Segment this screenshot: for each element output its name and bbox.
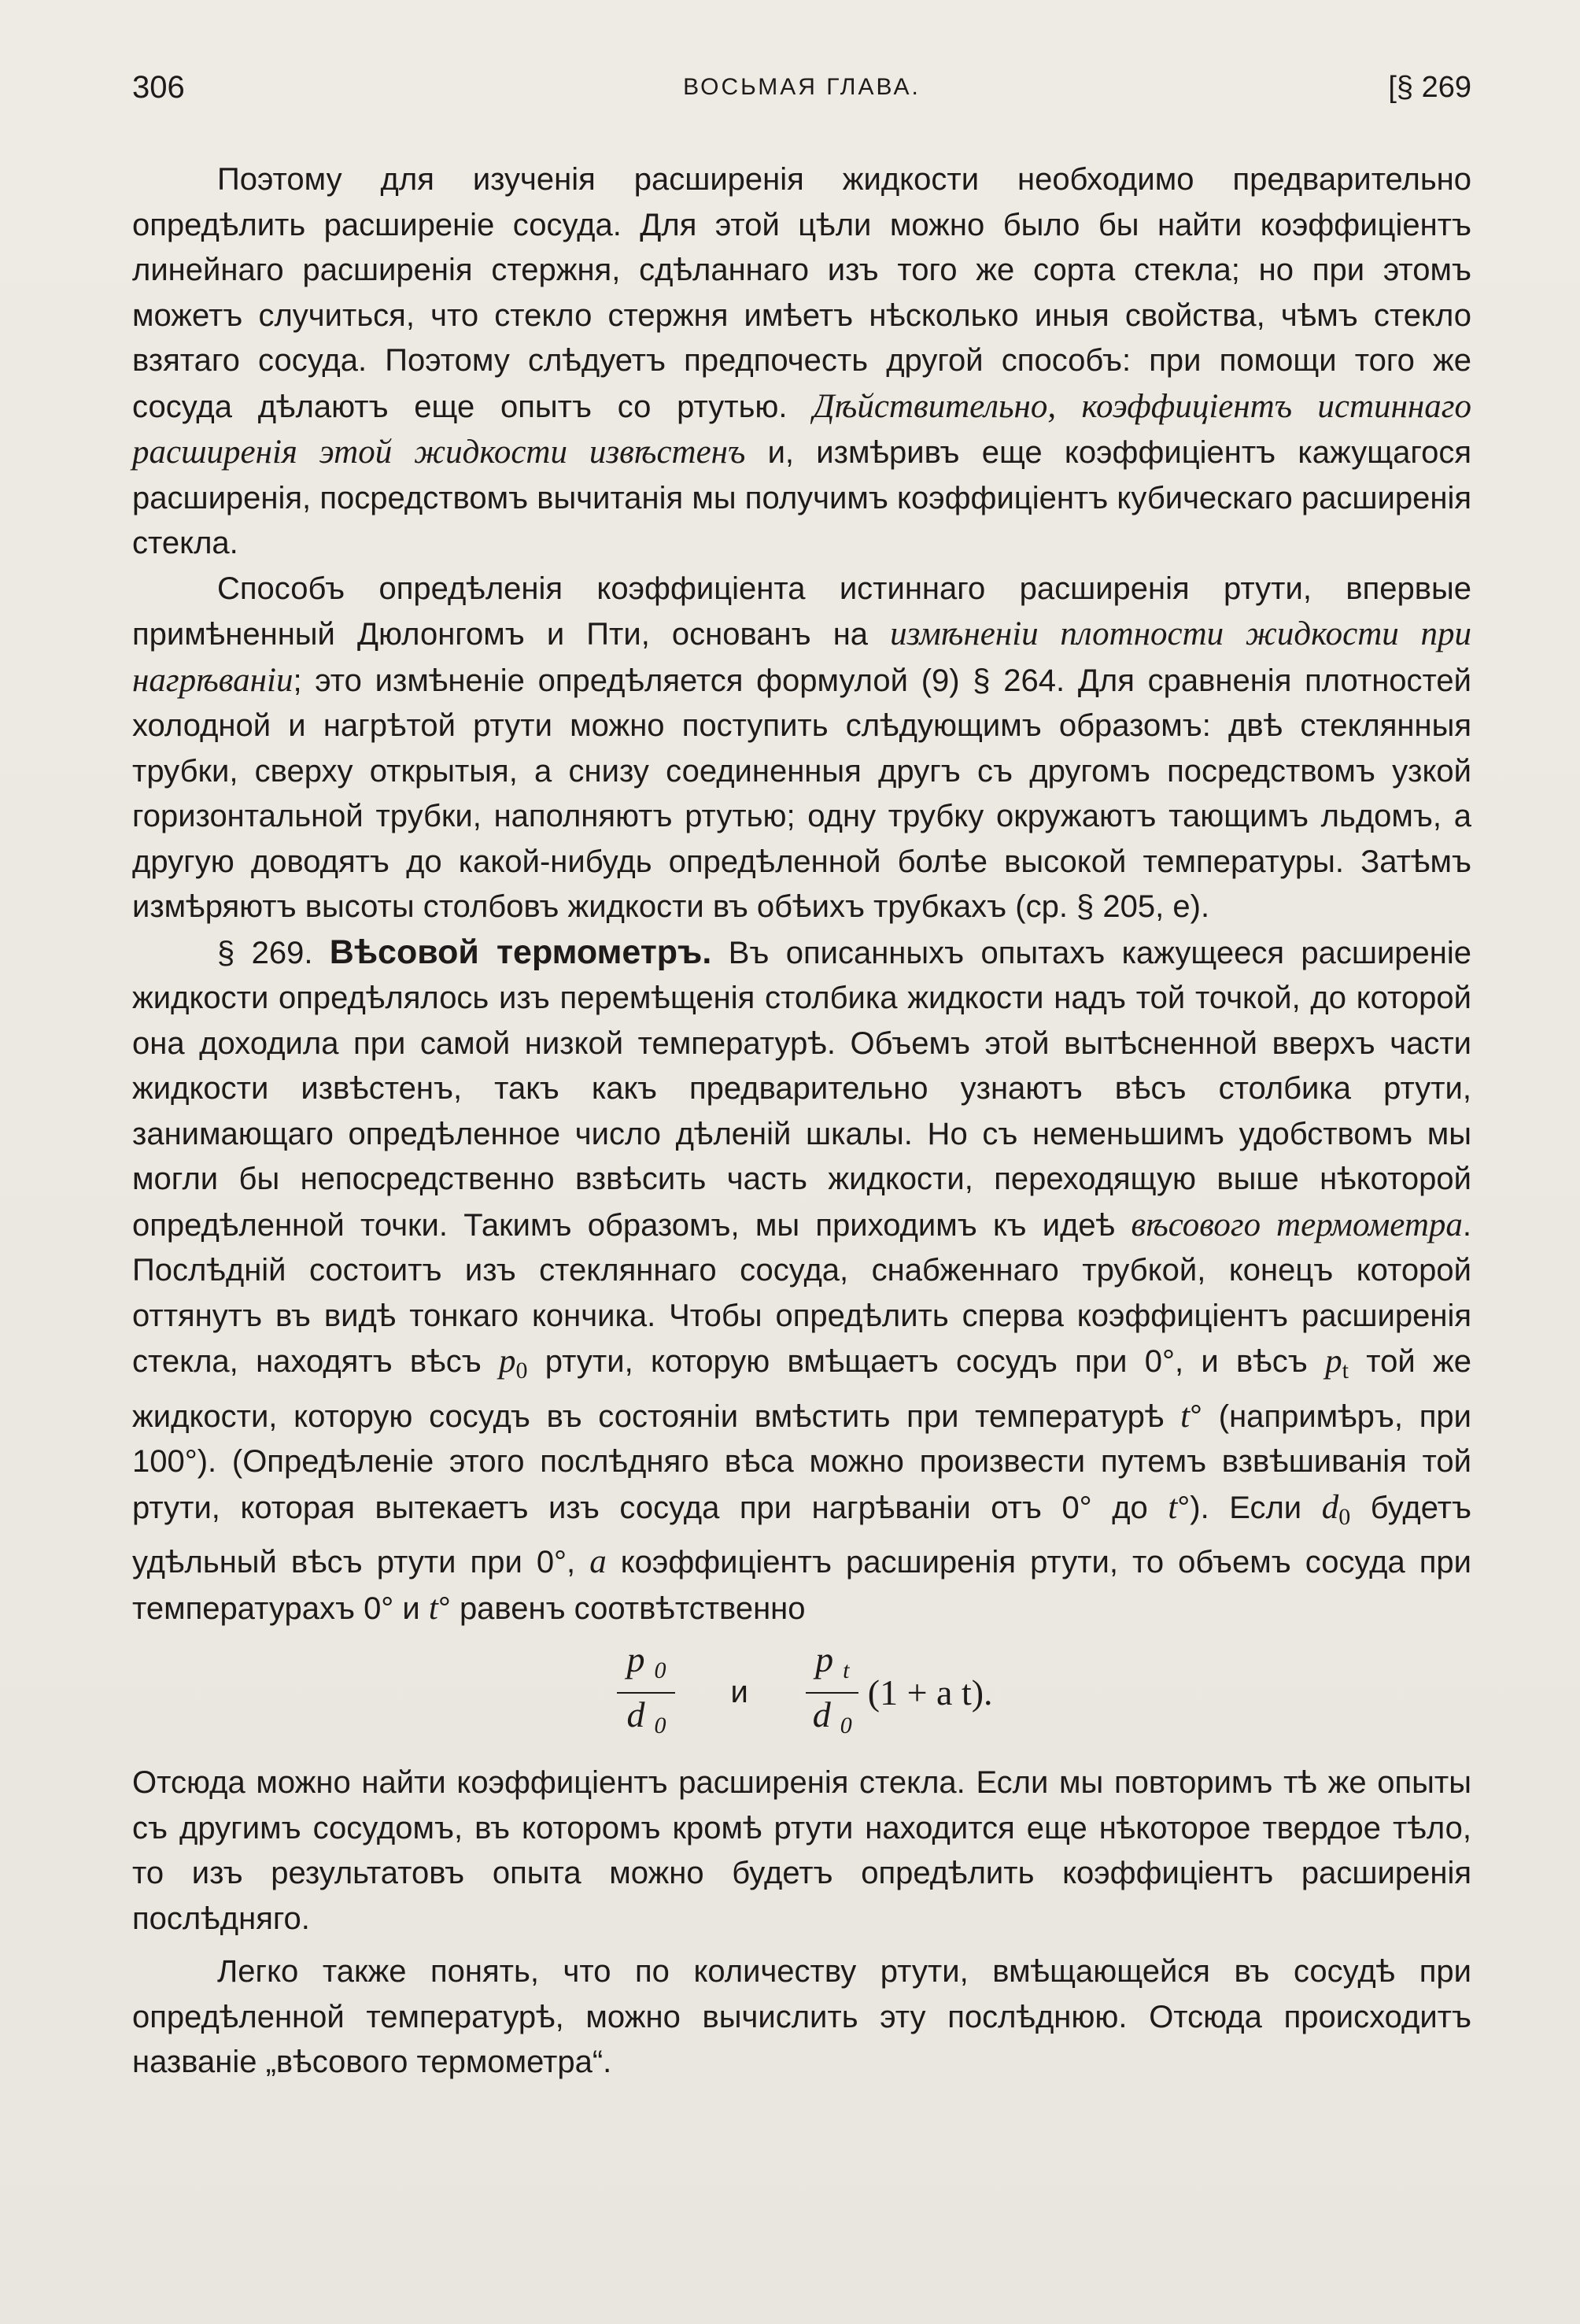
italic-emphasis: p (1325, 1343, 1342, 1380)
fraction-pt-over-d0 (803, 1639, 862, 1747)
text-run: Поэтому для изученія расширенія жидкости необходимо предварительно опредѣлить расширеніе сосуда. Для этой цѣли можно было бы найти коэффиціентъ линейнаго расширенія стержня, сдѣланнаго изъ того же сорта стекла; но при этомъ можетъ случиться, что стекло стержня имѣетъ нѣсколько иныя свойства, чѣмъ стекло взятаго сосуда. Поэтому слѣдуетъ предпочесть другой способъ: при помощи того же сосуда дѣлаютъ еще опытъ со ртутью. (132, 162, 1481, 424)
running-head (132, 68, 1471, 107)
formula (132, 1639, 1471, 1738)
paragraph-final: Легко также понять, что по количеству ртути, вмѣщающейся въ сосудѣ при опредѣленной температурѣ, можно вычислить эту послѣднюю. Отсюда происходитъ названіе „вѣсового термометра“. (132, 1954, 1481, 2079)
text-run: будетъ удѣльный вѣсъ ртути при 0°, (132, 1490, 1481, 1580)
chapter-title: ВОСЬМАЯ ГЛАВА. (683, 74, 921, 100)
text-run: и, измѣривъ еще коэффиціентъ кажущагося расширенія, посредствомъ вычитанія мы получимъ коэффиціентъ кубическаго расширенія стекла. (132, 435, 1481, 560)
text-run: ; это измѣненіе опредѣляется формулой (9) § 264. Для сравненія плотностей холодной и нагрѣтой ртути можно поступить слѣдующимъ образомъ: двѣ стеклянныя трубки, сверху открытыя, а снизу соединенныя другъ съ другомъ посредствомъ узкой горизонтальной трубки, наполняютъ ртутью; одну трубку окружаютъ тающимъ льдомъ, а другую доводятъ до какой-нибудь опредѣленной болѣе высокой температуры. Затѣмъ измѣряютъ высоты столбовъ жидкости въ обѣихъ трубкахъ (ср. § 205, е). (132, 663, 1481, 924)
italic-emphasis: Дѣйствительно, коэффиціентъ истиннаго расширенія этой жидкости извѣстенъ (132, 387, 1480, 471)
paragraph-1 (132, 157, 1481, 567)
fraction-p0-over-d0 (617, 1639, 675, 1747)
subscript: 0 (1338, 1503, 1351, 1530)
fraction-denominator (617, 1694, 675, 1747)
symbol-d: d (812, 1694, 831, 1735)
text-run: ртути, которую вмѣщаетъ сосудъ при 0°, и вѣсъ (527, 1344, 1326, 1379)
italic-emphasis: вѣсового термометра (1131, 1206, 1463, 1243)
italic-emphasis: t (1168, 1488, 1178, 1526)
italic-emphasis: измѣненіи плотности жидкости при нагрѣваніи (132, 615, 1480, 699)
subscript: 0 (840, 1713, 852, 1738)
formula-conjunction: и (730, 1675, 748, 1710)
paragraphs-before-formula (132, 157, 1481, 1631)
fraction-denominator (803, 1694, 862, 1747)
expansion-factor: (1 + a t). (867, 1672, 993, 1713)
symbol-p: p (626, 1639, 645, 1679)
subscript: 0 (654, 1657, 666, 1683)
subscript: 0 (515, 1358, 528, 1384)
text-run: ° равенъ соотвѣтственно (437, 1591, 806, 1626)
subscript: t (1342, 1358, 1349, 1384)
italic-emphasis: t (428, 1589, 438, 1627)
italic-emphasis: t (1180, 1397, 1191, 1435)
paragraph-conclusion: Отсюда можно найти коэффиціентъ расширенія стекла. Если мы повторимъ тѣ же опыты съ другимъ сосудомъ, въ которомъ кромѣ ртути находится еще нѣкоторое твердое тѣло, то изъ результатовъ опыта можно будетъ опредѣлить коэффиціентъ расширенія послѣдняго. (132, 1765, 1481, 1936)
text-run: той же жидкости, которую сосудъ въ состояніи вмѣстить при температурѣ (132, 1344, 1481, 1434)
fraction-numerator (806, 1639, 858, 1694)
italic-emphasis: p (499, 1343, 516, 1380)
subscript: 0 (654, 1713, 666, 1738)
italic-emphasis: d (1321, 1488, 1339, 1526)
text-run: § 269. (217, 935, 330, 970)
text-run: ° (напримѣръ, при 100°). (Опредѣленіе этого послѣдняго вѣса можно произвести путемъ взвѣшиванія той ртути, которая вытекаетъ изъ сосуда при нагрѣваніи отъ 0° до (132, 1398, 1481, 1525)
symbol-d: d (626, 1694, 645, 1735)
fraction-numerator (617, 1639, 675, 1694)
text-run: Въ описанныхъ опытахъ кажущееся расширеніе жидкости опредѣлялось изъ перемѣщенія столбика жидкости надъ той точкой, до которой она доходила при самой низкой температурѣ. Объемъ этой вытѣсненной вверхъ части жидкости извѣстенъ, такъ какъ предварительно узнаютъ вѣсъ столбика ртути, занимающаго опредѣленное число дѣленій шкалы. Но съ неменьшимъ удобствомъ мы могли бы непосредственно взвѣсить часть жидкости, переходящую выше нѣкоторой опредѣленной точки. Такимъ образомъ, мы приходимъ къ идеѣ (132, 935, 1481, 1243)
section-reference: [§ 269 (1388, 71, 1471, 104)
text-run: °). Если (1177, 1490, 1322, 1525)
section-heading: Вѣсовой термометръ. (329, 933, 712, 971)
paragraph-3 (132, 930, 1481, 1632)
symbol-p: p (815, 1639, 834, 1679)
body-text-block (132, 157, 1481, 2086)
page-number: 306 (132, 70, 185, 105)
text-run: коэффиціентъ расширенія ртути, то объемъ сосуда при температурахъ 0° и (132, 1545, 1481, 1626)
subscript: t (843, 1657, 850, 1683)
italic-emphasis: a (589, 1543, 607, 1580)
text-run: . Послѣдній состоитъ изъ стекляннаго сосуда, снабженнаго трубкой, конецъ которой оттянутъ въ видѣ тонкаго кончика. Чтобы опредѣлить сперва коэффиціентъ расширенія стекла, находятъ вѣсъ (132, 1207, 1481, 1379)
text-run: Способъ опредѣленія коэффиціента истиннаго расширенія ртути, впервые примѣненный Дюлонгомъ и Пти, основанъ на (132, 571, 1481, 652)
paragraph-2 (132, 567, 1481, 930)
